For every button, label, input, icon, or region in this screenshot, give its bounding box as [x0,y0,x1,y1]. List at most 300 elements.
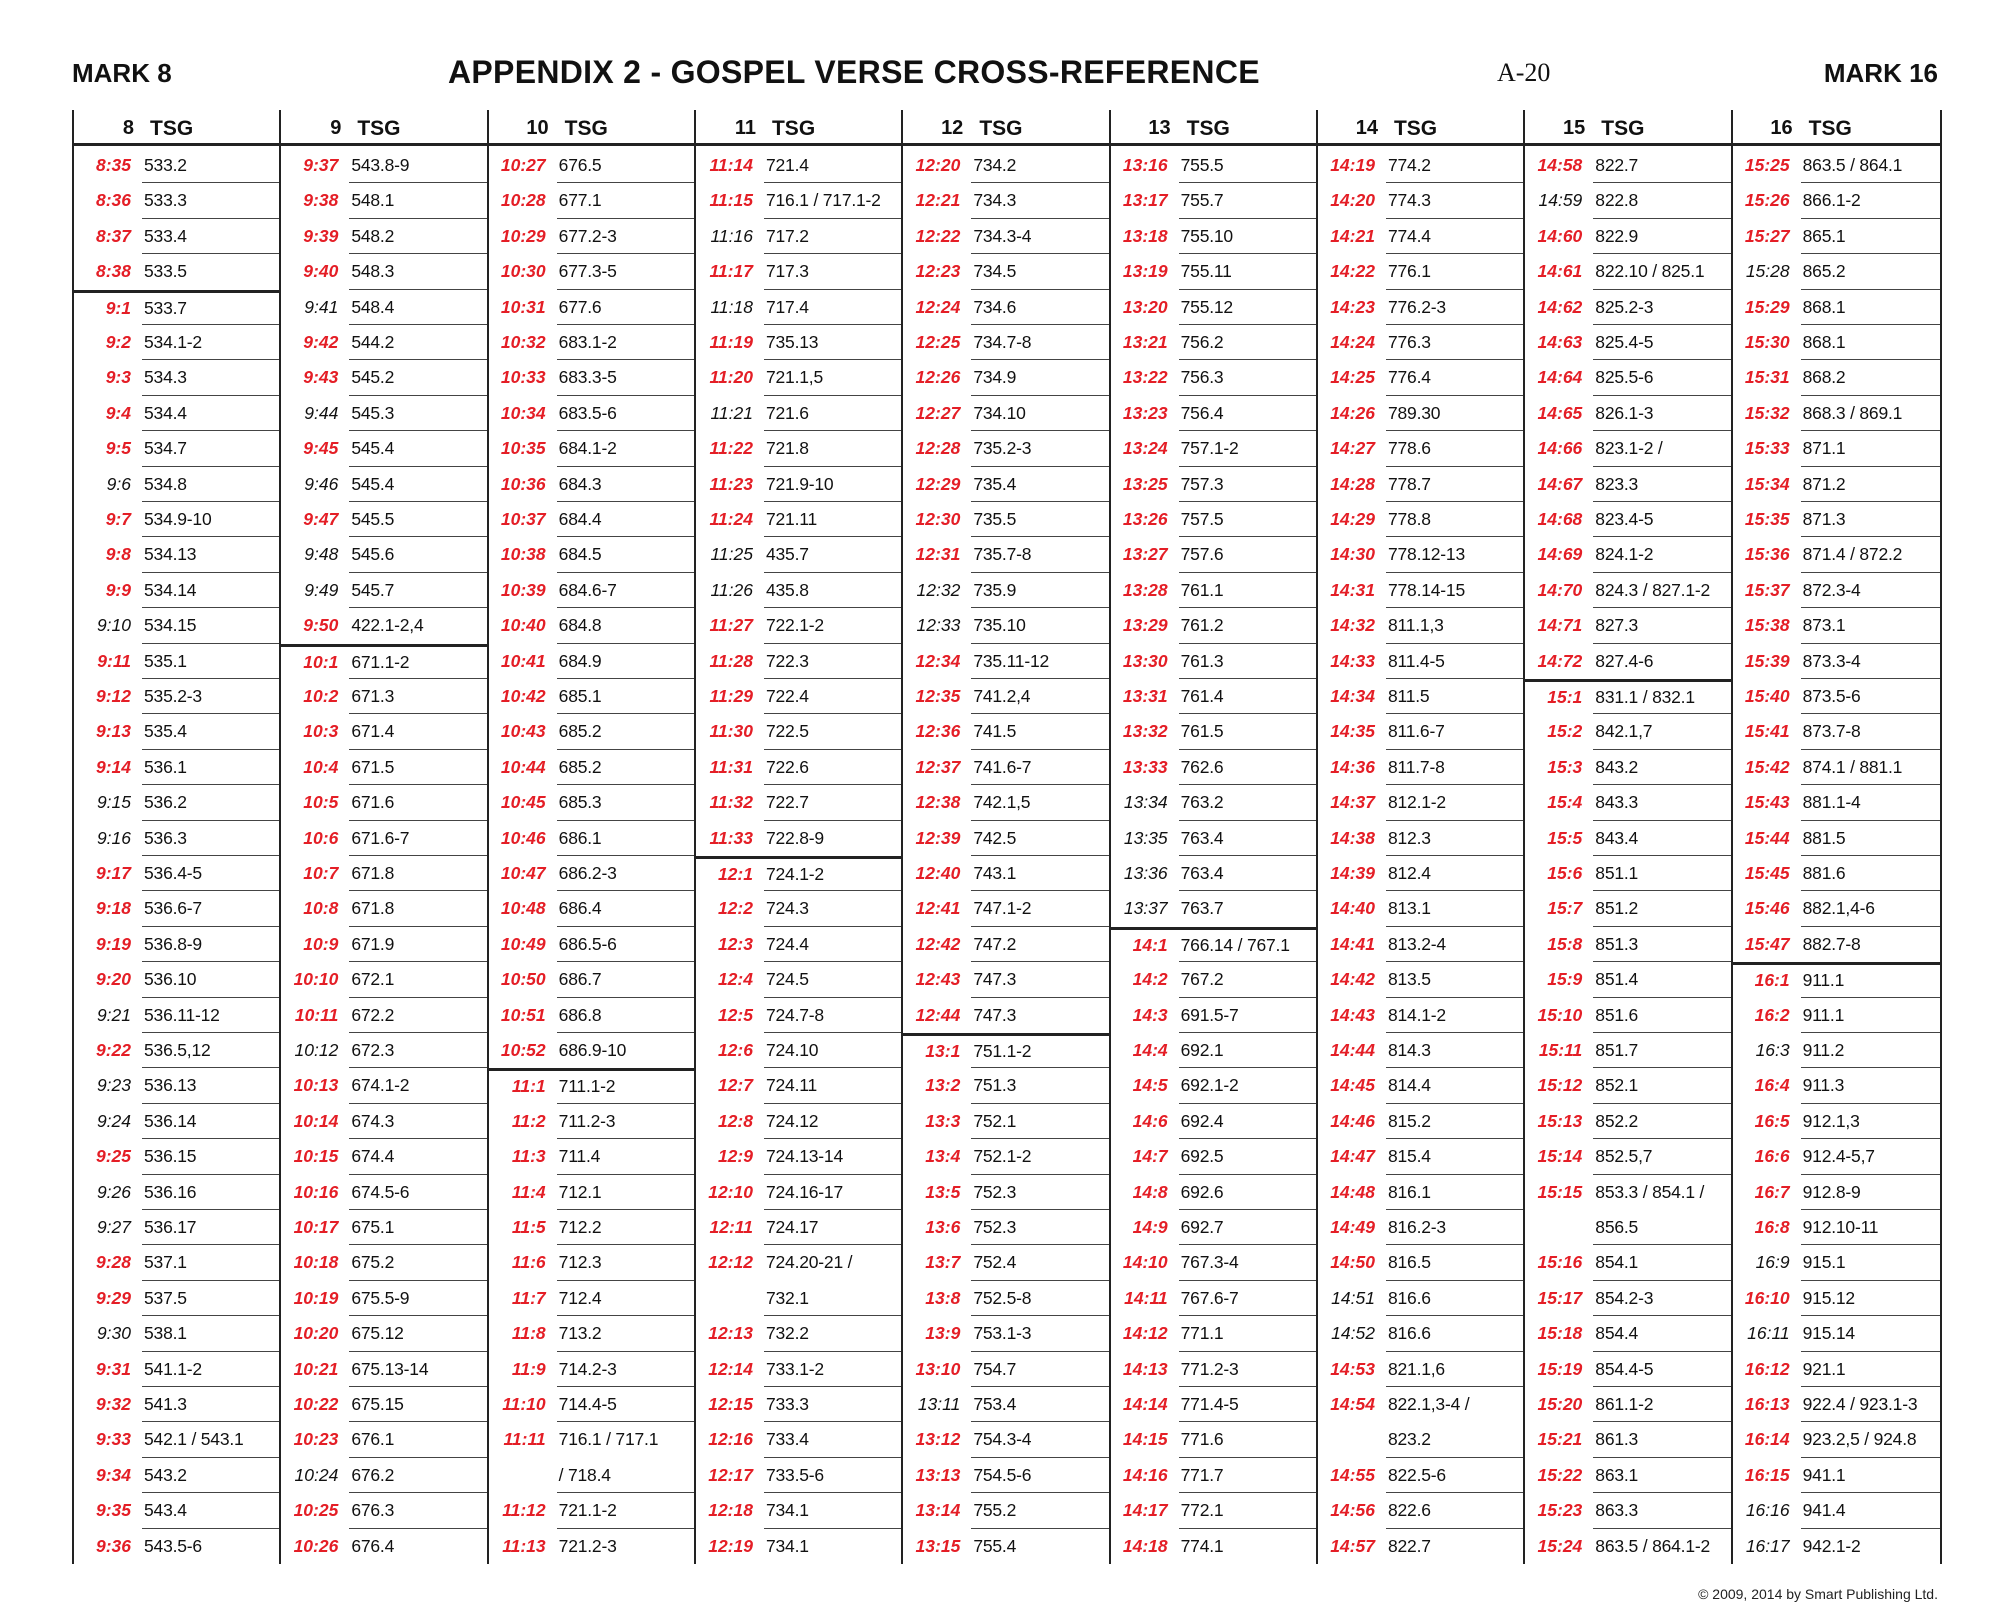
table-row [1111,360,1318,395]
table-row [1525,219,1732,254]
verse-reference: 9:8 [105,544,131,565]
verse-reference: 10:12 [294,1040,339,1060]
tsg-reference: 533.3 [144,190,187,211]
verse-reference: 9:44 [304,402,339,423]
table-row [1525,891,1732,926]
tsg-reference: 435.7 [765,544,809,565]
verse-reference: 10:36 [500,473,546,494]
page-header-left: MARK 8 [72,58,172,88]
table-row [903,537,1110,572]
tsg-reference: 543.5-6 [144,1535,202,1556]
table-row [1525,396,1732,431]
table-row [1318,1458,1525,1493]
tsg-reference: 851.1 [1595,863,1639,883]
verse-reference: 13:6 [925,1217,961,1237]
verse-reference: 13:15 [915,1535,961,1556]
table-row [1111,998,1318,1033]
table-row [1318,785,1525,820]
verse-reference: 12:27 [915,402,961,423]
tsg-reference: 911.1 [1802,970,1845,991]
verse-reference: 11:10 [502,1394,546,1414]
tsg-reference: 677.3-5 [558,261,617,282]
verse-reference: 10:45 [500,792,546,813]
tsg-reference: 536.16 [144,1181,197,1202]
tsg-reference: 534.13 [144,544,197,565]
verse-reference: 10:39 [500,579,546,600]
verse-reference: 13:28 [1122,579,1168,600]
table-row [281,396,488,431]
table-row [489,148,696,183]
column-header [74,110,281,146]
table-row [489,785,696,820]
tsg-label: TSG [1393,117,1438,140]
verse-reference: 15:13 [1537,1110,1583,1131]
verse-reference: 10:2 [303,686,339,706]
tsg-reference: 824.3 / 827.1-2 [1595,579,1711,600]
tsg-reference: 683.3-5 [558,367,617,388]
table-row [1733,1458,1940,1493]
verse-reference: 14:36 [1330,756,1375,777]
verse-reference: 12:29 [915,473,961,494]
tsg-reference: 685.2 [558,756,602,777]
table-row [696,1387,903,1422]
verse-reference: 12:1 [717,864,753,884]
table-row [1318,1104,1525,1139]
tsg-reference: 778.6 [1387,438,1431,459]
chapter-number: 10 [526,117,549,139]
table-row [74,1210,281,1245]
verse-reference: 14:24 [1330,332,1375,352]
table-row [74,679,281,714]
verse-reference: 9:10 [96,615,131,636]
verse-reference: 12:13 [708,1323,753,1344]
verse-reference: 10:16 [293,1181,339,1202]
tsg-reference: 724.12 [765,1110,819,1131]
verse-reference: 15:14 [1537,1146,1583,1167]
verse-reference: 13:34 [1123,792,1168,813]
verse-reference: 12:40 [915,863,961,883]
table-row [1733,360,1940,395]
table-row [489,998,696,1033]
verse-reference: 15:26 [1744,190,1790,211]
verse-reference: 9:16 [96,827,131,848]
tsg-reference: 825.2-3 [1595,296,1654,317]
verse-reference: 11:12 [502,1500,546,1521]
table-row [281,714,488,749]
verse-reference: 14:37 [1330,792,1375,813]
table-row [489,1104,696,1139]
table-row [1318,1033,1525,1068]
table-row [489,1422,696,1457]
table-row [1525,1175,1732,1210]
tsg-reference: 743.1 [973,863,1017,883]
table-row [696,644,903,679]
verse-reference: 10:35 [500,438,546,459]
tsg-reference: 823.3 [1595,473,1639,494]
tsg-reference: 755.4 [973,1535,1017,1556]
tsg-reference: 752.3 [973,1181,1017,1202]
table-row [281,1387,488,1422]
chapter-column [694,110,903,1564]
table-row [1318,714,1525,749]
tsg-reference: 763.4 [1180,827,1224,848]
verse-reference: 13:3 [925,1110,961,1131]
table-row [903,714,1110,749]
tsg-reference: 712.4 [558,1287,602,1308]
table-row [696,1033,903,1068]
verse-reference: 10:40 [500,615,546,636]
tsg-reference: 534.9-10 [144,509,212,529]
tsg-reference: 544.2 [351,332,395,352]
tsg-reference: 536.17 [144,1217,197,1237]
page-number: A-20 [1497,58,1551,87]
verse-reference: 13:5 [925,1181,961,1202]
tsg-reference: 724.3 [765,898,809,919]
verse-reference: 13:27 [1122,544,1168,565]
tsg-reference: 721.8 [765,438,809,459]
tsg-reference: 812.1-2 [1387,792,1446,813]
table-row [1111,573,1318,608]
verse-reference: 14:20 [1330,190,1375,211]
tsg-reference: 915.12 [1802,1287,1855,1308]
tsg-reference: 822.9 [1595,225,1639,246]
table-row [1111,1458,1318,1493]
table-row [1525,714,1732,749]
table-row [1111,219,1318,254]
table-row [696,1210,903,1245]
tsg-reference: 755.5 [1180,155,1224,175]
tsg-reference: 754.7 [973,1358,1017,1379]
verse-reference: 10:25 [293,1500,339,1521]
verse-reference: 14:31 [1330,579,1375,600]
verse-reference: 16:12 [1744,1358,1790,1379]
verse-reference: 12:18 [708,1500,753,1521]
chapter-number: 9 [330,117,342,139]
tsg-reference: 722.1-2 [765,615,824,636]
tsg-reference: 778.12-13 [1387,544,1465,565]
tsg-reference: 714.2-3 [558,1358,617,1379]
tsg-reference: 813.5 [1387,969,1431,990]
verse-reference: 9:11 [97,650,131,671]
tsg-reference: 767.3-4 [1180,1252,1239,1273]
table-row [1111,821,1318,856]
table-row [903,1458,1110,1493]
table-row [489,502,696,537]
tsg-reference: 822.1,3-4 / [1387,1394,1470,1414]
tsg-reference: 912.8-9 [1802,1181,1861,1202]
table-row [696,1493,903,1528]
table-row [1733,1387,1940,1422]
tsg-reference: 755.10 [1180,225,1233,246]
tsg-reference: 721.9-10 [765,473,834,494]
table-row [1733,1493,1940,1528]
verse-reference: 14:14 [1122,1394,1168,1414]
tsg-reference: 685.1 [558,686,602,706]
tsg-reference: 814.3 [1387,1040,1431,1060]
table-row [489,821,696,856]
verse-reference: 10:21 [293,1358,339,1379]
tsg-reference: 534.15 [144,615,197,636]
tsg-reference: 733.4 [765,1429,809,1450]
verse-reference: 11:22 [709,438,753,459]
table-row [696,431,903,466]
tsg-reference: 734.2 [973,155,1017,175]
verse-reference: 11:29 [709,686,753,706]
table-row [1318,1210,1525,1245]
verse-reference: 11:25 [710,544,753,565]
table-row [489,714,696,749]
tsg-reference: 732.2 [765,1323,809,1344]
tsg-reference: 752.5-8 [973,1287,1032,1308]
verse-reference: 14:42 [1330,969,1375,990]
verse-reference: 11:16 [710,225,753,246]
verse-reference: 10:18 [293,1252,339,1273]
tsg-reference: 675.2 [351,1252,395,1273]
tsg-reference: 851.6 [1595,1004,1639,1025]
table-row [1733,785,1940,820]
tsg-reference: 536.8-9 [144,933,202,954]
tsg-reference: 911.2 [1802,1040,1845,1060]
tsg-reference: 692.1 [1180,1040,1224,1060]
tsg-reference: 868.2 [1802,367,1846,388]
table-row [281,219,488,254]
verse-reference: 10:22 [293,1394,339,1414]
tsg-reference: 536.11-12 [144,1004,220,1025]
table-row [1733,1210,1940,1245]
verse-reference: 15:43 [1744,792,1790,813]
verse-reference: 13:31 [1122,686,1168,706]
tsg-reference: 776.1 [1387,261,1431,282]
tsg-reference: 776.3 [1387,332,1431,352]
verse-reference: 14:63 [1537,332,1583,352]
table-row [1525,998,1732,1033]
table-row [1733,679,1940,714]
table-row [281,1352,488,1387]
verse-reference: 15:30 [1744,332,1790,352]
tsg-reference: 711.1-2 [558,1076,616,1097]
table-row [1733,290,1940,325]
table-row [1733,1529,1940,1564]
verse-reference: 16:7 [1754,1181,1790,1202]
verse-reference: 14:38 [1330,827,1375,848]
tsg-label: TSG [1186,117,1230,140]
verse-reference: 15:12 [1537,1075,1583,1096]
verse-reference: 14:7 [1132,1146,1168,1167]
tsg-reference: 671.5 [351,756,395,777]
verse-reference: 15:36 [1744,544,1790,565]
verse-reference: 9:32 [95,1394,131,1414]
tsg-reference: 757.6 [1180,544,1224,565]
tsg-reference: 774.4 [1387,225,1431,246]
tsg-reference: 676.1 [351,1429,395,1450]
tsg-reference: 776.4 [1387,367,1431,388]
tsg-reference: 722.7 [765,792,809,813]
verse-reference: 14:17 [1122,1500,1168,1521]
chapter-number: 13 [1148,117,1171,139]
tsg-reference: 911.3 [1802,1075,1845,1096]
tsg-reference: 735.11-12 [973,650,1050,671]
tsg-reference: 755.11 [1180,261,1232,282]
tsg-reference: 873.5-6 [1802,686,1861,706]
table-row [74,714,281,749]
tsg-reference: 754.5-6 [973,1464,1032,1485]
tsg-reference: 691.5-7 [1180,1004,1239,1025]
tsg-reference: 734.9 [973,367,1017,388]
verse-reference: 12:9 [717,1146,753,1167]
verse-reference: 11:5 [511,1217,546,1237]
verse-reference: 14:15 [1122,1429,1168,1450]
tsg-reference: 755.12 [1180,296,1233,317]
tsg-reference: 923.2,5 / 924.8 [1802,1429,1917,1450]
tsg-reference: 852.1 [1595,1075,1639,1096]
tsg-reference: 823.1-2 / [1595,438,1663,459]
verse-reference: 14:4 [1132,1040,1168,1060]
table-row [903,219,1110,254]
table-row [1318,1352,1525,1387]
tsg-reference: 671.6 [351,792,395,813]
tsg-reference: 724.16-17 [765,1181,844,1202]
tsg-label: TSG [1601,117,1645,140]
tsg-reference: 422.1-2,4 [351,615,424,636]
tsg-reference: 734.1 [765,1535,809,1556]
table-row [281,1068,488,1103]
tsg-reference: 756.4 [1180,402,1224,423]
table-row [489,962,696,997]
tsg-reference: 545.4 [351,438,395,459]
verse-reference: 14:35 [1330,721,1375,742]
verse-reference: 14:16 [1122,1464,1168,1485]
verse-reference: 14:52 [1331,1323,1375,1344]
table-row [1525,750,1732,785]
table-row [1318,502,1525,537]
table-row [696,785,903,820]
table-row [1111,396,1318,431]
tsg-reference: 671.1-2 [351,651,410,672]
verse-reference: 15:10 [1537,1004,1583,1025]
page-title: APPENDIX 2 - GOSPEL VERSE CROSS-REFERENCE [448,54,1260,90]
table-row [1733,1104,1940,1139]
verse-reference: 15:20 [1537,1394,1583,1414]
tsg-reference: 674.5-6 [351,1181,410,1202]
verse-reference: 9:9 [105,579,131,600]
table-row [1318,1175,1525,1210]
table-row [1733,608,1940,643]
table-row [1111,1210,1318,1245]
verse-reference: 14:53 [1330,1358,1375,1379]
table-row [1318,325,1525,360]
tsg-reference: 871.1 [1802,438,1846,459]
table-row [1318,1245,1525,1280]
verse-reference: 10:31 [500,296,546,317]
tsg-reference: 873.7-8 [1802,721,1861,742]
tsg-reference: 761.5 [1180,721,1224,742]
tsg-reference: 882.7-8 [1802,933,1861,954]
verse-reference: 13:8 [925,1287,961,1308]
verse-reference: 14:64 [1537,367,1583,388]
table-row [281,254,488,289]
tsg-reference: 676.5 [558,155,602,175]
tsg-reference: 677.2-3 [558,225,617,246]
verse-reference: 9:18 [95,898,131,919]
tsg-reference: 881.1-4 [1802,792,1861,813]
tsg-reference: 675.5-9 [351,1287,410,1308]
verse-reference: 11:9 [511,1358,546,1379]
table-row [1733,1033,1940,1068]
table-row [74,1352,281,1387]
tsg-reference: 868.1 [1802,296,1846,317]
tsg-reference: 671.8 [351,863,395,883]
verse-reference: 15:17 [1537,1287,1583,1308]
verse-reference: 14:67 [1537,473,1583,494]
verse-reference: 12:20 [915,155,961,175]
tsg-reference: 755.7 [1180,190,1224,211]
table-row [903,183,1110,218]
verse-reference: 10:37 [500,509,546,529]
table-row [696,1068,903,1103]
tsg-reference: 536.13 [144,1075,197,1096]
tsg-reference: 815.4 [1387,1146,1431,1167]
tsg-reference: 752.3 [973,1217,1017,1237]
table-row [1111,679,1318,714]
tsg-reference: 545.3 [351,402,395,423]
verse-reference: 14:57 [1330,1535,1375,1556]
tsg-reference: 548.1 [351,190,395,211]
tsg-reference: 674.4 [351,1146,395,1167]
verse-reference: 9:47 [303,509,339,529]
table-row [696,998,903,1033]
verse-reference: 12:21 [915,190,961,211]
table-row [281,644,488,679]
table-row [281,1493,488,1528]
verse-reference: 14:70 [1537,579,1583,600]
verse-reference: 11:3 [511,1146,546,1167]
verse-reference: 14:69 [1537,544,1583,565]
table-row [1733,856,1940,891]
table-row [1733,1175,1940,1210]
verse-reference: 13:35 [1123,827,1168,848]
verse-reference: 10:28 [500,190,546,211]
table-row [696,1458,903,1493]
verse-reference: 14:29 [1330,509,1375,529]
tsg-reference: 722.6 [765,756,809,777]
tsg-reference: 684.9 [558,650,602,671]
verse-reference: 9:34 [95,1464,131,1485]
tsg-reference: 767.6-7 [1180,1287,1239,1308]
tsg-reference: 871.2 [1802,473,1846,494]
table-row [1318,290,1525,325]
table-row [1525,148,1732,183]
tsg-reference: 545.6 [351,544,395,565]
verse-reference: 12:23 [915,261,961,282]
table-row [1733,1422,1940,1457]
tsg-label: TSG [771,117,816,140]
verse-reference: 10:8 [303,898,339,919]
verse-reference: 16:17 [1745,1535,1790,1556]
verse-reference: 15:33 [1744,438,1790,459]
table-row [696,1245,903,1280]
tsg-reference: 733.1-2 [765,1358,824,1379]
verse-reference: 12:35 [915,686,961,706]
verse-reference: 14:61 [1537,261,1583,282]
verse-reference: 10:30 [500,261,546,282]
tsg-reference: 548.3 [351,261,395,282]
table-row [1525,1529,1732,1564]
table-row [903,431,1110,466]
verse-reference: 14:62 [1537,296,1583,317]
verse-reference: 12:30 [915,509,961,529]
table-row [1111,502,1318,537]
table-row [1525,1352,1732,1387]
